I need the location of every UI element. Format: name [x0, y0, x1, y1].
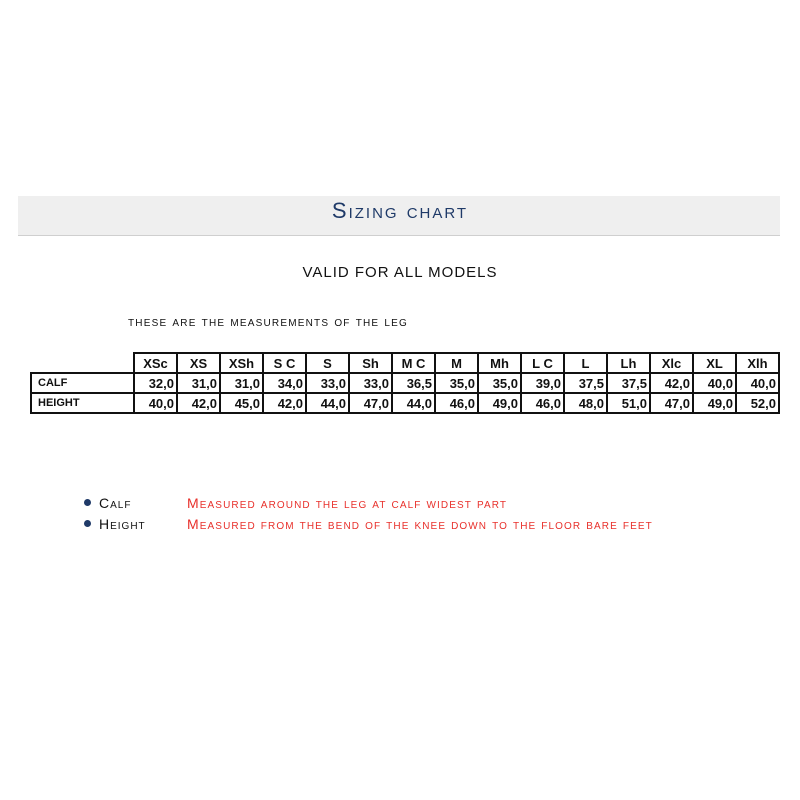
table-cell: 35,0: [435, 373, 478, 393]
subtitle: these are the measurements of the leg: [128, 313, 408, 329]
table-cell: 35,0: [478, 373, 521, 393]
size-header: XL: [693, 353, 736, 373]
size-header: S C: [263, 353, 306, 373]
table-cell: 47,0: [349, 393, 392, 413]
size-header: XSc: [134, 353, 177, 373]
table-cell: 31,0: [177, 373, 220, 393]
table-cell: 33,0: [349, 373, 392, 393]
size-header: M C: [392, 353, 435, 373]
size-header: L C: [521, 353, 564, 373]
table-cell: 32,0: [134, 373, 177, 393]
page-title: Sizing chart: [331, 198, 469, 223]
legend-item: [84, 492, 653, 513]
table-cell: 52,0: [736, 393, 779, 413]
table-cell: 44,0: [306, 393, 349, 413]
table-cell: 46,0: [435, 393, 478, 413]
table-cell: 37,5: [564, 373, 607, 393]
row-label-calf: CALF: [31, 373, 134, 393]
corner-cell: [31, 353, 134, 373]
table-cell: 36,5: [392, 373, 435, 393]
size-header: XS: [177, 353, 220, 373]
table-cell: 42,0: [650, 373, 693, 393]
table-cell: 47,0: [650, 393, 693, 413]
table-cell: 42,0: [263, 393, 306, 413]
table-cell: 33,0: [306, 373, 349, 393]
row-label-height: HEIGHT: [31, 393, 134, 413]
size-header: Xlc: [650, 353, 693, 373]
table-cell: 39,0: [521, 373, 564, 393]
sizing-table: [30, 352, 780, 414]
table-cell: 46,0: [521, 393, 564, 413]
legend-term: Calf: [99, 494, 132, 511]
legend: [84, 492, 653, 534]
size-header: S: [306, 353, 349, 373]
table-cell: 42,0: [177, 393, 220, 413]
table-cell: 45,0: [220, 393, 263, 413]
table-cell: 37,5: [607, 373, 650, 393]
legend-description: Measured around the leg at calf widest part: [187, 494, 508, 511]
table-cell: 51,0: [607, 393, 650, 413]
table-cell: 40,0: [736, 373, 779, 393]
table-row: [31, 393, 779, 413]
legend-term: Height: [99, 515, 146, 532]
table-cell: 49,0: [478, 393, 521, 413]
legend-description: Measured from the bend of the knee down to the floor bare feet: [187, 515, 653, 532]
bullet-icon: [84, 520, 91, 527]
size-header: M: [435, 353, 478, 373]
size-header: Mh: [478, 353, 521, 373]
size-header: Lh: [607, 353, 650, 373]
table-cell: 40,0: [134, 393, 177, 413]
header-row: [31, 353, 779, 373]
bullet-icon: [84, 499, 91, 506]
valid-note: VALID FOR ALL MODELS: [302, 264, 498, 281]
table-cell: 40,0: [693, 373, 736, 393]
table-cell: 34,0: [263, 373, 306, 393]
table-cell: 44,0: [392, 393, 435, 413]
size-header: Xlh: [736, 353, 779, 373]
size-header: L: [564, 353, 607, 373]
size-header: Sh: [349, 353, 392, 373]
table-row: [31, 373, 779, 393]
table-cell: 48,0: [564, 393, 607, 413]
legend-item: [84, 513, 653, 534]
table-cell: 49,0: [693, 393, 736, 413]
table-cell: 31,0: [220, 373, 263, 393]
size-header: XSh: [220, 353, 263, 373]
